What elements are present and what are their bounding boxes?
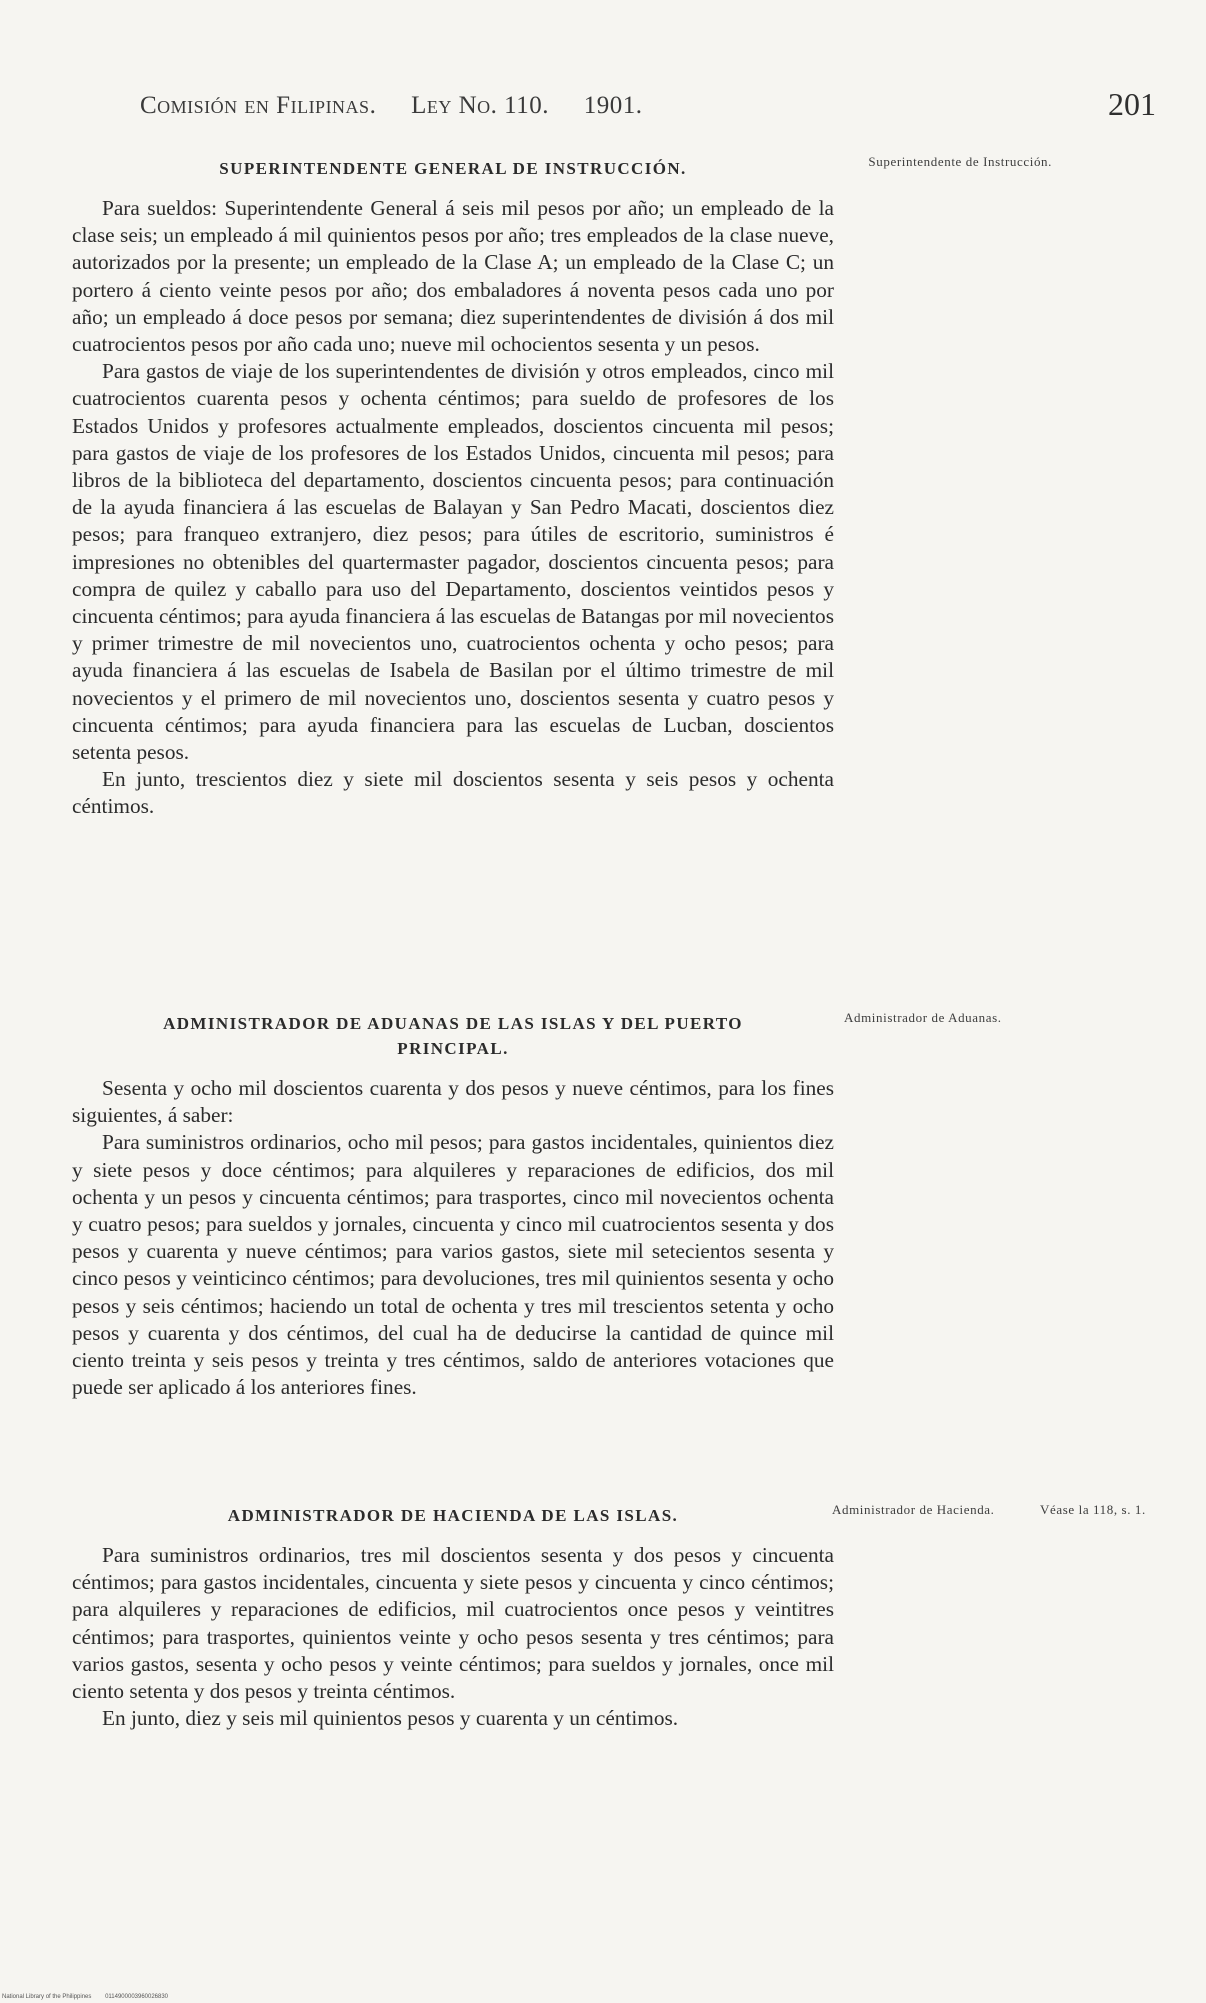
footer-source: National Library of the Philippines (2, 1994, 92, 2000)
running-head-law: Ley No. 110. (411, 92, 549, 119)
paragraph: Para suministros ordinarios, tres mil doscientos sesenta y dos pesos y cincuenta céntimos; para gastos incidentales, cincuenta y siete pesos y cincuenta y cinco céntimos; para alquileres y reparaciones de edificios, mil cuatrocientos once pesos y veintitres céntimos; para trasportes, quinientos veinte y ocho pesos sesenta y tres céntimos; para varios gastos, sesenta y ocho pesos y veinte céntimos; para sueldos y jornales, once mil ciento setenta y dos pesos y treinta céntimos. (72, 1543, 834, 1704)
page-number: 201 (1108, 86, 1156, 122)
paragraph: Sesenta y ocho mil doscientos cuarenta y dos pesos y nueve céntimos, para los fines siguientes, á saber: (72, 1076, 834, 1128)
section-aduanas (72, 1011, 834, 1401)
sidenote-aduanas: Administrador de Aduanas. (844, 1010, 1002, 1025)
paragraph: En junto, trescientos diez y siete mil doscientos sesenta y seis pesos y ochenta céntimos. (72, 767, 834, 819)
paragraph: Para gastos de viaje de los superintendentes de división y otros empleados, cinco mil cuatrocientos cuarenta pesos y ochenta céntimos; para sueldo de profesores de los Estados Unidos y profesores actualmente empleados, doscientos cincuenta mil pesos; para gastos de viaje de los profesores de los Estados Unidos, cincuenta mil pesos; para libros de la biblioteca del departamento, doscientos cincuenta pesos; para continuación de la ayuda financiera á las escuelas de Balayan y San Pedro Macati, doscientos diez pesos; para franqueo extranjero, diez pesos; para útiles de escritorio, suministros é impresiones no obtenibles del quartermaster pagador, doscientos cincuenta pesos; para compra de quilez y caballo para uso del Departamento, doscientos veintidos pesos y cincuenta céntimos; para ayuda financiera á las escuelas de Batangas por mil novecientos y primer trimestre de mil novecientos uno, cuatrocientos ochenta y ocho pesos; para ayuda financiera á las escuelas de Isabela de Basilan por el último trimestre de mil novecientos y el primero de mil novecientos uno, doscientos sesenta y cuatro pesos y cincuenta céntimos; para ayuda financiera para las escuelas de Lucban, doscientos setenta pesos. (72, 359, 834, 765)
section-instruccion (72, 156, 834, 821)
section-hacienda (72, 1503, 834, 1732)
paragraph: Para suministros ordinarios, ocho mil pesos; para gastos incidentales, quinientos diez y siete pesos y doce céntimos; para alquileres y reparaciones de edificios, dos mil ochenta y un pesos y cincuenta céntimos; para trasportes, cinco mil novecientos ochenta y cuatro pesos; para sueldos y jornales, cincuenta y cinco mil cuatrocientos sesenta y dos pesos y cuarenta y nueve céntimos; para varios gastos, siete mil setecientos sesenta y cinco pesos y veinticinco céntimos; para devoluciones, tres mil quinientos sesenta y ocho pesos y seis céntimos; haciendo un total de ochenta y tres mil trescientos setenta y ocho pesos y cuarenta y dos céntimos, del cual ha de deducirse la cantidad de quince mil ciento treinta y seis pesos y treinta y tres céntimos, saldo de anteriores votaciones que puede ser aplicado á los anteriores fines. (72, 1130, 834, 1400)
sidenote-reference: Véase la 118, s. 1. (1040, 1502, 1146, 1517)
section-heading: ADMINISTRADOR DE HACIENDA DE LAS ISLAS. (227, 1506, 679, 1525)
section-heading: ADMINISTRADOR DE ADUANAS DE LAS ISLAS Y DEL PUERTO PRINCIPAL. (163, 1014, 743, 1058)
sidenote-hacienda: Administrador de Hacienda. (832, 1502, 995, 1517)
section-heading: SUPERINTENDENTE GENERAL DE INSTRUCCIÓN. (219, 159, 687, 178)
running-head-title: Comisión en Filipinas. (140, 92, 377, 119)
running-head (140, 92, 720, 120)
scan-footer (2, 1994, 180, 2000)
paragraph: En junto, diez y seis mil quinientos pesos y cuarenta y un céntimos. (102, 1706, 679, 1731)
paragraph: Para sueldos: Superintendente General á seis mil pesos por año; un empleado de la clase seis; un empleado á mil quinientos pesos por año; tres empleados de la clase nueve, autorizados por la presente; un empleado de la Clase A; un empleado de la Clase C; un portero á ciento veinte pesos por año; dos embaladores á noventa pesos cada uno por año; un empleado á doce pesos por semana; diez superintendentes de división á dos mil cuatrocientos pesos por año cada uno; nueve mil ochocientos sesenta y un pesos. (72, 196, 834, 357)
running-head-year: 1901. (583, 92, 643, 119)
sidenote-instruccion: Superintendente de Instrucción. (868, 154, 1052, 169)
footer-identifier: 0114900003960026830 (105, 1994, 169, 2000)
